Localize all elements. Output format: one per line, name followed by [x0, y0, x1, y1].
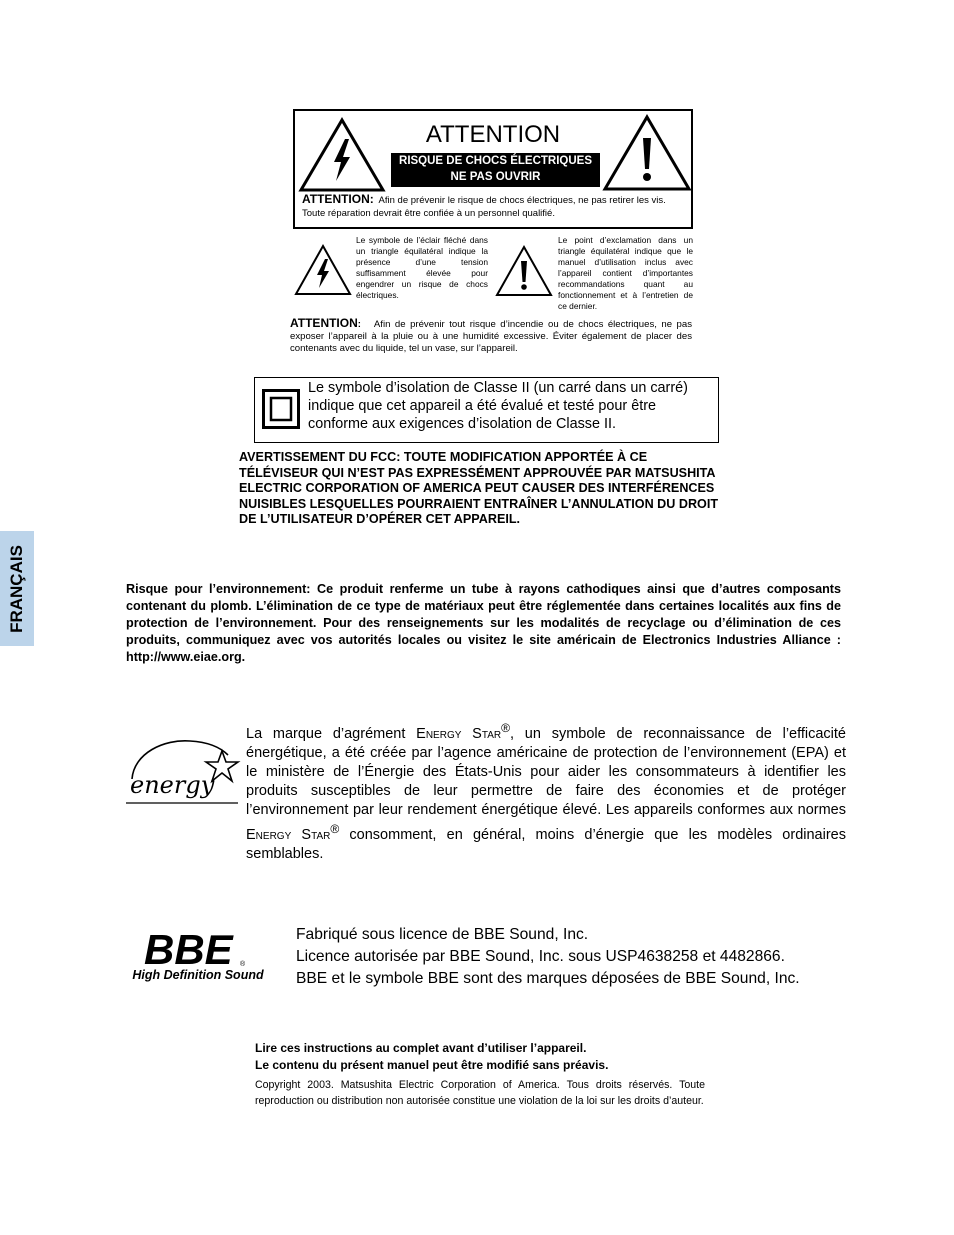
- lightning-symbol-note: Le symbole de l’éclair fléché dans un triangle équilatéral indique la présence d’une tension suffisamment élevée pour engendrer un risque de chocs électriques.: [356, 235, 488, 300]
- energy-star-text: [246, 719, 846, 864]
- language-tab: [0, 531, 34, 646]
- risk-banner: [391, 153, 600, 187]
- double-square-icon: [262, 389, 300, 429]
- fcc-warning: AVERTISSEMENT DU FCC: TOUTE MODIFICATION APPORTÉE À CE TÉLÉVISEUR QUI N’EST PAS EXPRESSÉMENT APPROUVÉE PAR MATSUSHITA ELECTRIC CORPORATION OF AMERICA PEUT CAUSER DES INTERFÉRENCES NUISIBLES LESQUELLES POURRAIENT ENTRAÎNER L’ANNULATION DU DROIT DE L’UTILISATEUR D’OPÉRER CET APPAREIL.: [239, 450, 719, 527]
- class2-isolation-box: [254, 377, 719, 443]
- attention-warning-box: [293, 109, 693, 229]
- lightning-triangle-icon: [293, 243, 353, 297]
- fire-attention-colon: :: [357, 319, 361, 330]
- bbe-logo-wordmark: BBE: [144, 926, 233, 968]
- bbe-line-2: Licence autorisée par BBE Sound, Inc. sous USP4638258 et 4482866.: [296, 948, 785, 965]
- bbe-line-1: Fabriqué sous licence de BBE Sound, Inc.: [296, 926, 589, 943]
- fire-attention-body: Afin de prévenir tout risque d’incendie ou de chocs électriques, ne pas exposer l’appareil à la pluie ou à une humidité excessive. Éviter également de placer des contenants avec du liquide, tel un vase, sur l’appareil.: [290, 319, 693, 354]
- exclamation-triangle-icon: [494, 244, 554, 298]
- energy-star-brand: Energy Star: [416, 725, 502, 742]
- energy-reg-mark: ®: [330, 821, 340, 836]
- footer-line-1: Lire ces instructions au complet avant d’utiliser l’appareil.: [255, 1041, 587, 1055]
- bbe-license-text: [296, 924, 866, 990]
- class2-text: Le symbole d’isolation de Classe II (un carré dans un carré) indique que cet appareil a été évalué et testé pour être conforme aux exigences d’isolation de Classe II.: [308, 380, 688, 432]
- bbe-logo: [142, 926, 250, 968]
- energy-star-brand: Energy Star: [246, 826, 331, 843]
- environment-notice: Risque pour l’environnement: Ce produit renferme un tube à rayons cathodiques ainsi que d’autres composants contenant du plomb. L’élimination de ce type de matériaux peut être réglementée dans certaines localités aux fins de protection de l’environnement. Pour des renseignements sur les modalités de recyclage ou d’élimination de ces produits, communiquez avec vos autorités locales ou visitez le site américain de Electronics Industries Alliance : http://www.eiae.org.: [126, 582, 841, 664]
- energy-part-1: La marque d’agrément: [246, 725, 417, 742]
- risk-line-2: NE PAS OUVRIR: [450, 171, 541, 183]
- box-attention-text: [302, 193, 687, 220]
- footer-notice: [255, 1040, 705, 1109]
- bbe-logo-reg: ®: [240, 961, 246, 968]
- energy-part-3: consomment, en général, moins d’énergie que les modèles ordinaires semblables.: [246, 826, 846, 862]
- fire-attention-text: [290, 317, 692, 355]
- footer-copyright: Copyright 2003. Matsushita Electric Corporation of America. Tous droits réservés. Toute reproduction ou distribution non autorisée constitue une violation de la loi sur les droits d’auteur.: [255, 1079, 705, 1107]
- exclamation-symbol-note: Le point d’exclamation dans un triangle équilatéral indique que le manuel d’utilisation inclus avec l’appareil contient d’importantes recommandations quant au fonctionnement et à l’entretien de ce dernier.: [558, 235, 693, 311]
- fire-attention-label: ATTENTION: [290, 316, 358, 330]
- attention-title: ATTENTION: [425, 121, 561, 148]
- energy-part-2: , un symbole de reconnaissance de l’efficacité énergétique, a été créée par l’agence américaine de protection de l’environnement (EPA) et le ministère de l’Énergie des États-Unis pour aider les consommateurs à identifier les produits susceptibles de leur permettre de faire des économies et de protéger l’environnement par leur rendement énergétique élevé. Les appareils conformes aux normes: [246, 725, 846, 818]
- attention-label: ATTENTION:: [302, 192, 374, 206]
- risk-line-1: RISQUE DE CHOCS ÉLECTRIQUES: [399, 155, 592, 167]
- footer-line-2: Le contenu du présent manuel peut être modifié sans préavis.: [255, 1058, 609, 1072]
- bbe-caption: High Definition Sound: [132, 968, 264, 982]
- energy-reg-mark: ®: [501, 721, 510, 735]
- bbe-line-3: BBE et le symbole BBE sont des marques déposées de BBE Sound, Inc.: [296, 970, 800, 987]
- attention-body: Afin de prévenir le risque de chocs électriques, ne pas retirer les vis. Toute réparation devrait être confiée à un personnel qualifié.: [302, 195, 666, 219]
- energy-star-logo: [124, 735, 242, 809]
- language-tab-label: FRANÇAIS: [7, 544, 26, 633]
- energy-logo-wordmark: energy: [130, 771, 215, 799]
